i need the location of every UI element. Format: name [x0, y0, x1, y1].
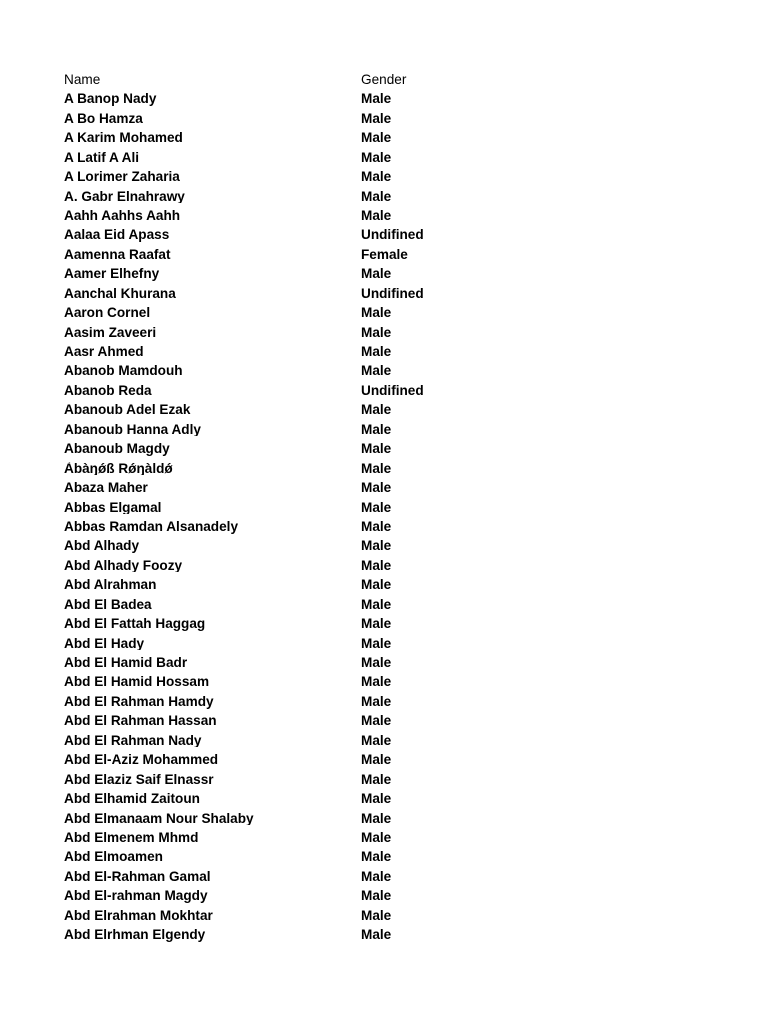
table-row	[64, 478, 704, 497]
gender-cell: Male	[361, 130, 392, 146]
table-row	[64, 867, 704, 886]
table-row	[64, 284, 704, 303]
table-row	[64, 226, 704, 245]
gender-cell: Male	[361, 538, 392, 554]
gender-cell: Male	[361, 402, 392, 418]
gender-cell: Male	[361, 169, 392, 185]
table-row	[64, 595, 704, 614]
gender-cell: Male	[361, 363, 392, 379]
table-row	[64, 828, 704, 847]
table-row	[64, 362, 704, 381]
gender-column-header: Gender	[361, 71, 407, 87]
name-cell: A. Gabr Elnahrawy	[64, 189, 185, 204]
table-row	[64, 167, 704, 186]
gender-cell: Male	[361, 810, 392, 826]
name-cell: Abaza Maher	[64, 481, 148, 495]
table-row	[64, 537, 704, 556]
gender-cell: Male	[361, 693, 392, 709]
gender-cell: Male	[361, 713, 392, 729]
name-cell: Aamenna Raafat	[64, 247, 171, 262]
name-cell: Abd El Badea	[64, 597, 152, 612]
table-row	[64, 381, 704, 400]
name-cell: Abd El-rahman Magdy	[64, 889, 208, 903]
table-row	[64, 556, 704, 575]
table-row	[64, 148, 704, 167]
name-cell: Abanob Mamdouh	[64, 364, 183, 379]
name-cell: Abd Elhamid Zaitoun	[64, 792, 200, 806]
table-row	[64, 886, 704, 905]
table-row	[64, 848, 704, 867]
name-cell: Abd El Fattah Haggag	[64, 617, 206, 631]
name-cell: A Karim Mohamed	[64, 131, 183, 145]
name-cell: Abd Elmenem Mhmd	[64, 830, 199, 845]
gender-cell: Male	[361, 207, 392, 223]
gender-cell: Male	[361, 557, 392, 573]
gender-cell: Male	[361, 635, 392, 651]
name-cell: Abd Elrhman Elgendy	[64, 928, 206, 942]
table-body	[64, 89, 704, 944]
table-row	[64, 634, 704, 653]
table-row	[64, 731, 704, 750]
gender-cell: Undifined	[361, 285, 424, 301]
table-row	[64, 575, 704, 594]
gender-cell: Male	[361, 907, 392, 923]
name-cell: A Latif A Ali	[64, 150, 140, 165]
name-cell: Abanoub Hanna Adly	[64, 422, 201, 437]
name-cell: Abd El-Rahman Gamal	[64, 869, 211, 884]
name-cell: Aasr Ahmed	[64, 345, 144, 359]
table-row	[64, 323, 704, 342]
name-cell: Abanob Reda	[64, 383, 152, 398]
table-row	[64, 303, 704, 322]
gender-cell: Male	[361, 868, 392, 884]
name-cell: Abd El Rahman Nady	[64, 733, 202, 748]
gender-cell: Male	[361, 596, 392, 612]
gender-cell: Male	[361, 266, 392, 282]
gender-cell: Male	[361, 110, 392, 126]
name-cell: Aanchal Khurana	[64, 286, 176, 301]
name-cell: Abbas Ramdan Alsanadely	[64, 519, 239, 534]
gender-cell: Male	[361, 344, 392, 360]
gender-cell: Male	[361, 674, 392, 690]
name-cell: Aalaa Eid Apass	[64, 228, 170, 243]
gender-cell: Male	[361, 771, 392, 787]
table-row	[64, 809, 704, 828]
gender-cell: Male	[361, 518, 392, 534]
gender-cell: Female	[361, 246, 408, 262]
name-cell: Abd Alhady	[64, 539, 140, 554]
gender-cell: Male	[361, 577, 392, 593]
name-cell: A Bo Hamza	[64, 111, 143, 126]
name-cell: Aasim Zaveeri	[64, 325, 157, 340]
table-row	[64, 439, 704, 458]
gender-cell: Male	[361, 324, 392, 340]
gender-cell: Male	[361, 499, 392, 515]
name-cell: Abd Elmoamen	[64, 850, 163, 865]
name-cell: Abd Elrahman Mokhtar	[64, 908, 213, 923]
name-cell: A Lorimer Zaharia	[64, 170, 180, 184]
table-row	[64, 128, 704, 147]
name-cell: Abd El Hamid Hossam	[64, 675, 210, 690]
gender-cell: Male	[361, 480, 392, 496]
name-cell: Abbas Elgamal	[64, 500, 162, 515]
table-row	[64, 906, 704, 925]
name-cell: Aamer Elhefny	[64, 267, 160, 281]
table-row	[64, 517, 704, 536]
gender-cell: Male	[361, 460, 392, 476]
name-cell: Abanoub Adel Ezak	[64, 403, 191, 417]
name-cell: Abd El Hady	[64, 636, 145, 651]
table-row	[64, 673, 704, 692]
name-cell: Aaron Cornel	[64, 306, 151, 320]
table-row	[64, 750, 704, 769]
gender-cell: Male	[361, 888, 392, 904]
name-cell: Aahh Aahhs Aahh	[64, 208, 181, 223]
name-cell: Abd Alrahman	[64, 578, 157, 592]
table-row	[64, 692, 704, 711]
gender-cell: Male	[361, 849, 392, 865]
gender-cell: Male	[361, 791, 392, 807]
table-row	[64, 925, 704, 944]
gender-cell: Male	[361, 149, 392, 165]
table-header-row	[64, 70, 704, 89]
name-cell: Abd El-Aziz Mohammed	[64, 753, 219, 767]
table-row	[64, 498, 704, 517]
table-row	[64, 245, 704, 264]
table-row	[64, 109, 704, 128]
name-cell: Abanoub Magdy	[64, 442, 170, 456]
gender-cell: Undifined	[361, 227, 424, 243]
table-row	[64, 711, 704, 730]
name-cell: Abd Elmanaam Nour Shalaby	[64, 811, 254, 826]
table-row	[64, 420, 704, 439]
table-row	[64, 459, 704, 478]
name-cell: Abd Elaziz Saif Elnassr	[64, 772, 214, 787]
gender-cell: Undifined	[361, 382, 424, 398]
gender-cell: Male	[361, 732, 392, 748]
gender-cell: Male	[361, 655, 392, 671]
name-cell: Abd Alhady Foozy	[64, 558, 183, 573]
gender-cell: Male	[361, 188, 392, 204]
table-row	[64, 206, 704, 225]
table-row	[64, 653, 704, 672]
gender-cell: Male	[361, 421, 392, 437]
name-cell: Abd El Rahman Hamdy	[64, 694, 214, 709]
table-row	[64, 770, 704, 789]
name-cell: Àbàŋǿß Rǿŋàldǿ	[64, 461, 173, 476]
table-row	[64, 264, 704, 283]
gender-cell: Male	[361, 829, 392, 845]
gender-cell: Male	[361, 305, 392, 321]
name-column-header: Name	[64, 72, 101, 87]
table-row	[64, 187, 704, 206]
gender-cell: Male	[361, 441, 392, 457]
gender-cell: Male	[361, 752, 392, 768]
gender-cell: Male	[361, 616, 392, 632]
table-row	[64, 614, 704, 633]
table-row	[64, 89, 704, 108]
table-row	[64, 400, 704, 419]
name-cell: Abd El Hamid Badr	[64, 656, 188, 670]
name-cell: Abd El Rahman Hassan	[64, 714, 217, 728]
table-row	[64, 342, 704, 361]
table-row	[64, 789, 704, 808]
name-cell: A Banop Nady	[64, 92, 157, 106]
name-gender-table	[64, 70, 704, 945]
gender-cell: Male	[361, 91, 392, 107]
gender-cell: Male	[361, 927, 392, 943]
